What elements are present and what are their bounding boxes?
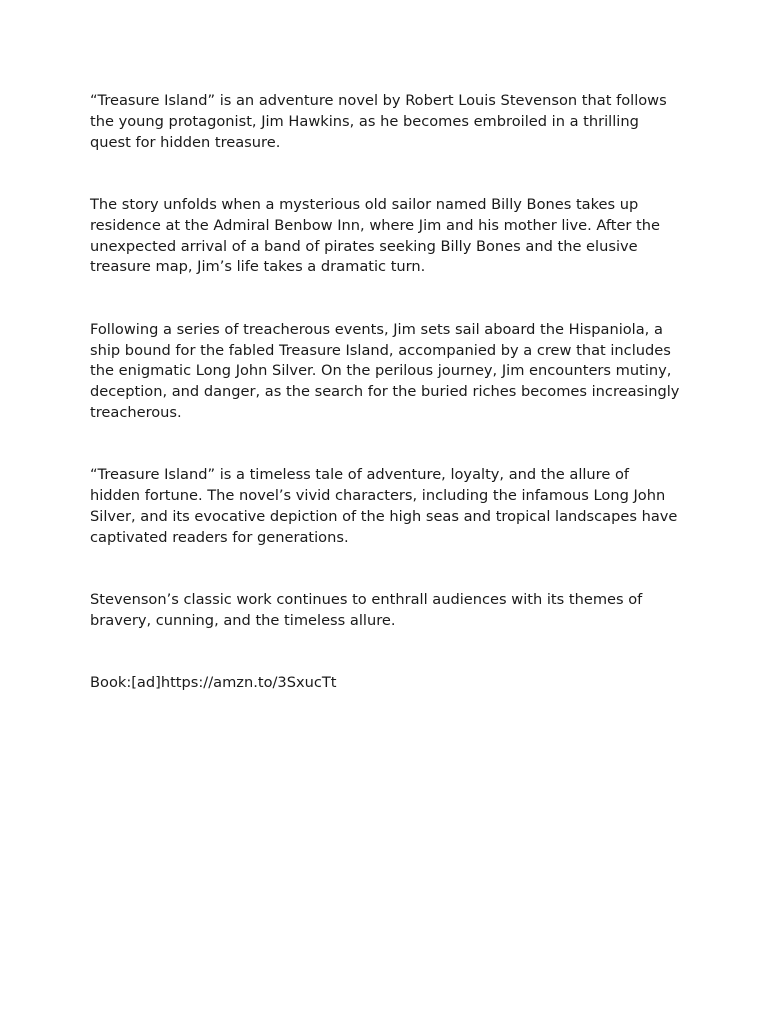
paragraph-classic-work: Stevenson’s classic work continues to enthrall audiences with its themes of bravery, cunning, and the timeless allure. [90,591,643,629]
document-body [90,91,680,694]
paragraph-story-unfolds: The story unfolds when a mysterious old sailor named Billy Bones takes up residence at the Admiral Benbow Inn, where Jim and his mother live. After the unexpected arrival of a band of pirates seeking Billy Bones and the elusive treasure map, Jim’s life takes a dramatic turn. [90,195,661,276]
paragraph-book-link: Book:[ad]https://amzn.to/3SxucTt [90,674,337,692]
paragraph-intro: “Treasure Island” is an adventure novel by Robert Louis Stevenson that follows the young protagonist, Jim Hawkins, as he becomes embroiled in a thrilling quest for hidden treasure. [90,92,667,151]
paragraph-journey: Following a series of treacherous events, Jim sets sail aboard the Hispaniola, a ship bound for the fabled Treasure Island, accompanied by a crew that includes the enigmatic Long John Silver. On the perilous journey, Jim encounters mutiny, deception, and danger, as the search for the buried riches becomes increasingly treacherous. [90,320,680,421]
paragraph-timeless-tale: “Treasure Island” is a timeless tale of adventure, loyalty, and the allure of hidden fortune. The novel’s vivid characters, including the infamous Long John Silver, and its evocative depiction of the high seas and tropical landscapes have captivated readers for generations. [90,466,678,546]
